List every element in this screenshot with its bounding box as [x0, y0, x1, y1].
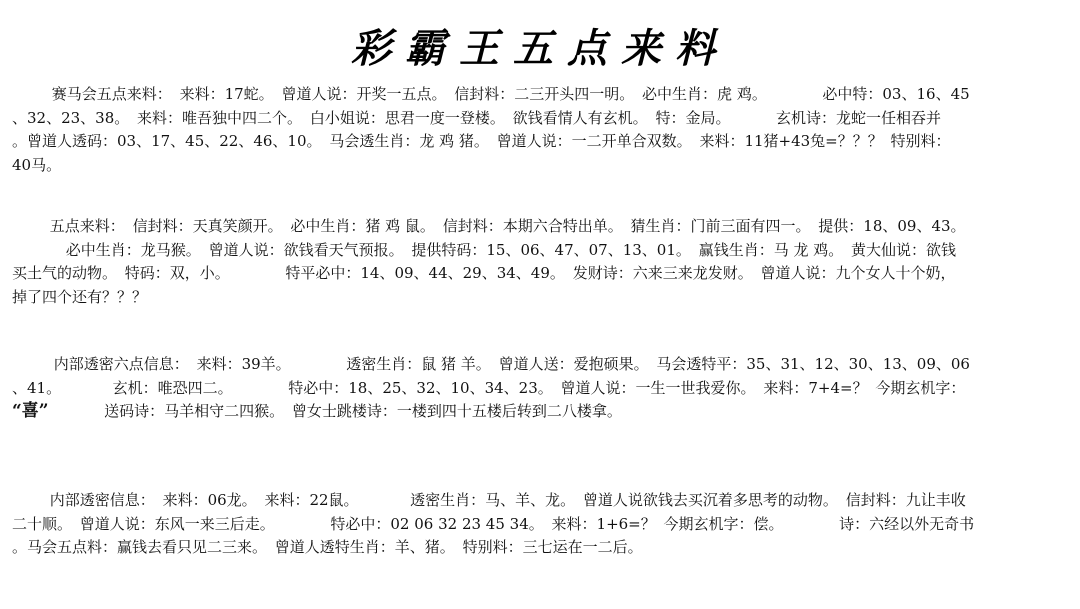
text-segment: 曾道人透特生肖：羊、猪。 [274, 538, 455, 556]
text-line [12, 130, 1068, 154]
text-segment: 透密生肖：鼠 猪 羊。 [346, 355, 491, 373]
text-segment: 诗：六经以外无奇书 [839, 514, 975, 533]
text-segment: 猜生肖：门前三面有四一。 [630, 217, 811, 235]
text-segment: 提供：18、09、43。 [818, 217, 966, 235]
text-segment: 信封料：天真笑颜开。 [132, 217, 283, 235]
info-block-4 [12, 489, 1068, 560]
text-segment: 特必中：02 06 32 23 45 34。 [330, 514, 544, 533]
text-segment: 五点来料： [49, 217, 125, 235]
text-line [12, 353, 1068, 377]
text-line [12, 262, 1068, 286]
text-segment: 特别料：三七运在一二后。 [462, 538, 643, 556]
text-line [12, 215, 1068, 239]
text-segment: 来料：7+4=？ [763, 378, 868, 397]
text-segment: 、41。 [12, 378, 62, 397]
text-segment: 内部透密六点信息： [53, 355, 189, 373]
text-segment: 特必中：18、25、32、10、34、23。 [288, 378, 553, 397]
text-segment: 曾女士跳楼诗：一楼到四十五楼后转到二八楼拿。 [291, 402, 622, 420]
text-segment: 买土气的动物。 [12, 264, 118, 282]
text-segment: 今期玄机字： [875, 378, 966, 397]
text-segment: 曾道人说：一二开单合双数。 [496, 132, 692, 150]
text-segment: 来料：唯吾独中四二个。 [137, 108, 303, 127]
text-segment: 曾道人说欲钱去买沉着多思考的动物。 [582, 491, 838, 509]
text-segment: 送码诗：马羊相守二四猴。 [104, 402, 285, 420]
text-segment: 白小姐说：思君一度一登楼。 [309, 108, 505, 127]
text-line [12, 239, 1068, 263]
text-line [12, 107, 1068, 131]
text-segment: 特平必中：14、09、44、29、34、49。 [285, 264, 565, 282]
text-segment: 特：金局。 [655, 108, 731, 127]
text-segment: 二十顺。 [12, 514, 73, 533]
text-segment: 玄机：唯恐四二。 [112, 378, 233, 397]
text-segment: 玄机诗：龙蛇一任相吞并 [776, 108, 942, 127]
page-title: 彩霸王五点来料 [351, 25, 729, 72]
text-segment: 、32、23、38。 [12, 108, 130, 127]
text-segment: 必中生肖：猪 鸡 鼠。 [290, 217, 435, 235]
text-segment: 内部透密信息： [49, 491, 155, 509]
text-segment: 掉了四个还有？？？ [12, 287, 148, 306]
text-line [12, 286, 1068, 310]
text-line [12, 377, 1068, 401]
text-line [12, 400, 1068, 424]
text-segment: 。马会五点料：赢钱去看只见二三来。 [12, 538, 268, 556]
text-segment: 曾道人说：九个女人十个奶， [760, 264, 956, 282]
text-segment: 曾道人说：欲钱看天气预报。 [208, 240, 404, 259]
text-segment: 来料：22鼠。 [264, 491, 359, 509]
text-segment: 黄大仙说：欲钱 [851, 240, 957, 259]
text-segment: 曾道人说：一生一世我爱你。 [560, 378, 756, 397]
mystery-character: “喜” [12, 401, 49, 421]
text-segment: 赢钱生肖：马 龙 鸡。 [698, 240, 844, 259]
text-segment: 发财诗：六来三来龙发财。 [572, 264, 753, 282]
text-line [12, 489, 1068, 513]
text-line [12, 536, 1068, 560]
text-segment: 欲钱看情人有玄机。 [512, 108, 648, 127]
text-segment: 信封料：本期六合特出单。 [442, 217, 623, 235]
text-segment: 来料：06龙。 [162, 491, 257, 509]
text-line [12, 154, 1068, 178]
text-segment: 必中特：03、16、45 [822, 85, 970, 103]
text-segment: 提供特码：15、06、47、07、13、01。 [411, 240, 691, 259]
text-segment: 必中生肖：龙马猴。 [65, 240, 201, 259]
text-line [12, 513, 1068, 537]
text-segment: 来料：1+6=？ [551, 514, 656, 533]
text-segment: 今期玄机字：偿。 [663, 514, 784, 533]
info-block-2 [12, 215, 1068, 309]
text-segment: 来料：39羊。 [196, 355, 291, 373]
text-line [12, 83, 1068, 107]
text-segment: 必中生肖：虎 鸡。 [642, 85, 767, 103]
text-segment: 曾道人说：东风一来三后走。 [79, 514, 275, 533]
text-segment: 来料：11猪+43兔=？？？ [699, 132, 883, 150]
text-segment: 40马。 [12, 155, 62, 174]
text-segment: 马会透特平：35、31、12、30、13、09、06 [656, 355, 970, 373]
text-segment: 来料：17蛇。 [179, 85, 274, 103]
text-segment: 曾道人送：爱抱硕果。 [498, 355, 649, 373]
text-segment: 马会透生肖：龙 鸡 猪。 [329, 132, 489, 150]
text-segment: 特码：双，小。 [124, 264, 230, 282]
text-segment: 特别料： [890, 132, 951, 150]
text-segment: 信封料：九让丰收 [845, 491, 966, 509]
text-segment: 透密生肖：马、羊、龙。 [410, 491, 576, 509]
text-segment: 。曾道人透码：03、17、45、22、46、10。 [12, 132, 322, 150]
info-block-3 [12, 353, 1068, 424]
text-segment: 信封料：二三开头四一明。 [454, 85, 635, 103]
text-segment: 曾道人说：开奖一五点。 [281, 85, 447, 103]
info-block-1 [12, 83, 1068, 177]
text-segment: 赛马会五点来料： [51, 85, 172, 103]
